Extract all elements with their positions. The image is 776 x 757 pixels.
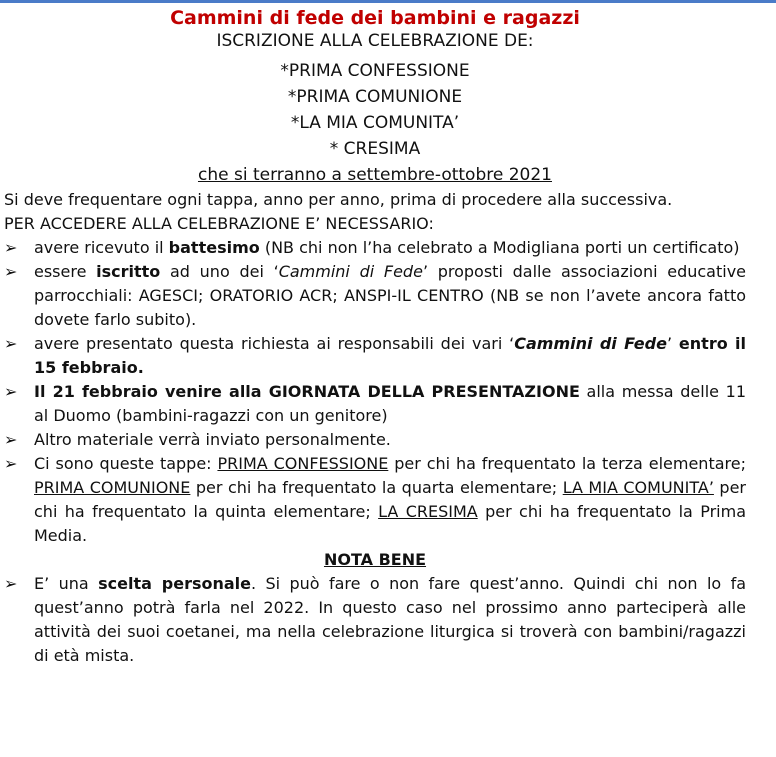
arrow-bullet-icon: ➢ [4,262,18,281]
event-prima-comunione: *PRIMA COMUNIONE [287,87,463,107]
list-item: ➢ avere ricevuto il battesimo (NB chi non l’ha celebrato a Modigliana porti un certificato) [4,236,746,260]
top-rule [0,0,776,3]
list-item: ➢ avere presentato questa richiesta ai responsabili dei vari ‘Cammini di Fede’ entro il 15 febbraio. [4,334,747,377]
arrow-bullet-icon: ➢ [4,334,18,353]
requirements-heading: PER ACCEDERE ALLA CELEBRAZIONE E’ NECESSARIO: [4,214,434,233]
event-cresima: * CRESIMA [329,139,421,159]
list-item: ➢ Ci sono queste tappe: PRIMA CONFESSIONE per chi ha frequentato la terza elementare; PRIMA COMUNIONE per chi ha frequentato la quarta elementare; LA MIA COMUNITA’ per chi ha frequentato la quinta elementare; LA CRESIMA per chi ha frequentato la Prima Media. [4,454,747,545]
arrow-bullet-icon: ➢ [4,430,18,449]
arrow-bullet-icon: ➢ [4,382,18,401]
schedule-note: che si terranno a settembre-ottobre 2021 [197,165,552,185]
event-prima-confessione: *PRIMA CONFESSIONE [280,61,470,81]
intro-line: Si deve frequentare ogni tappa, anno per anno, prima di procedere alla successiva. [4,190,673,209]
event-la-mia-comunita: *LA MIA COMUNITA’ [290,113,460,133]
arrow-bullet-icon: ➢ [4,574,18,593]
list-item: ➢ E’ una scelta personale. Si può fare o non fare quest’anno. Quindi chi non lo fa quest’anno potrà farla nel 2022. In questo caso nel prossimo anno parteciperà alle attività dei suoi coetanei, ma nella celebrazione liturgica si troverà con bambini/ragazzi di età mista. [4,574,747,665]
document-page [4,6,746,668]
arrow-bullet-icon: ➢ [4,238,18,257]
page-subtitle: ISCRIZIONE ALLA CELEBRAZIONE DE: [216,31,534,51]
list-item: ➢ Altro materiale verrà inviato personalmente. [4,428,746,452]
page-title: Cammini di fede dei bambini e ragazzi [170,7,580,29]
requirements-list [4,236,746,548]
list-item: ➢ essere iscritto ad uno dei ‘Cammini di Fede’ proposti dalle associazioni educative parrocchiali: AGESCI; ORATORIO ACR; ANSPI-IL CENTRO (NB se non l’avete ancora fatto dovete farlo subito). [4,262,747,329]
arrow-bullet-icon: ➢ [4,454,18,473]
nota-bene-heading: NOTA BENE [323,550,427,569]
list-item: ➢ Il 21 febbraio venire alla GIORNATA DELLA PRESENTAZIONE alla messa delle 11 al Duomo (bambini-ragazzi con un genitore) [4,382,746,425]
nota-bene-list [4,572,746,668]
